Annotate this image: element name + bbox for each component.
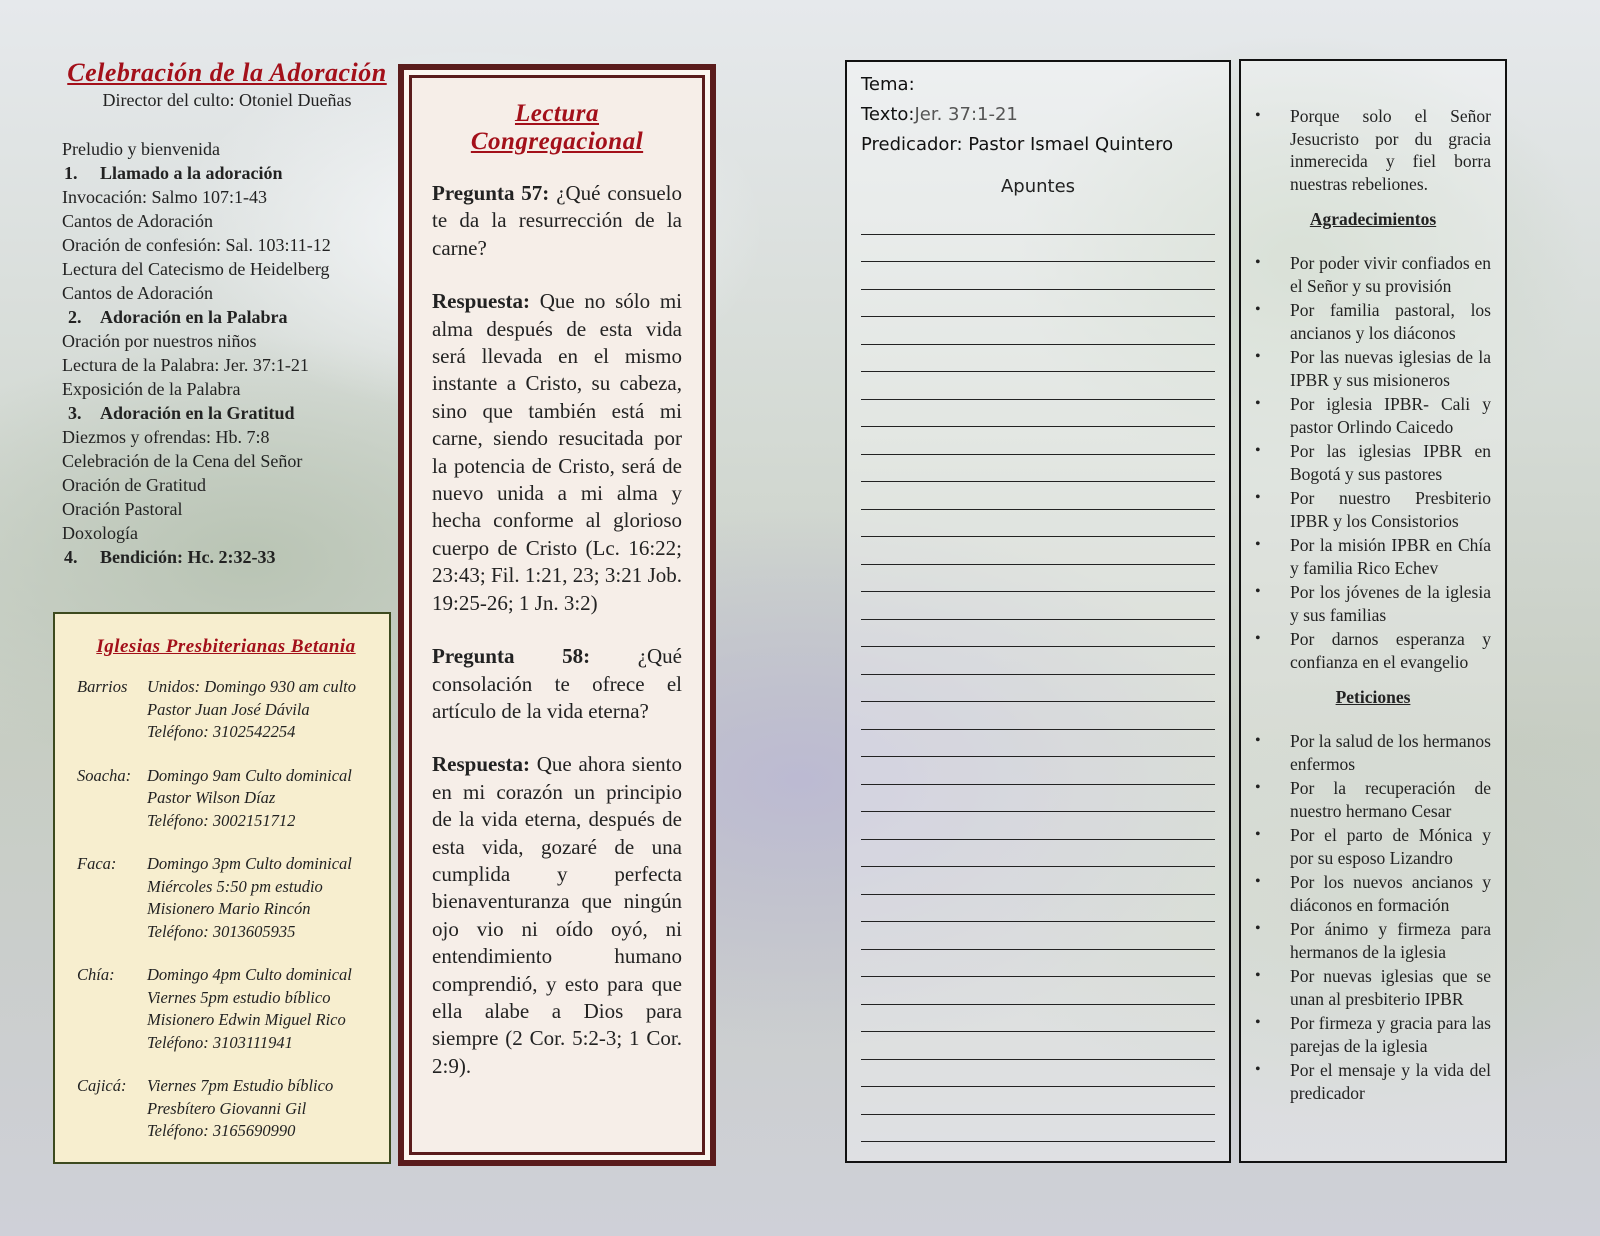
note-line [861, 950, 1215, 978]
worship-line: Doxología [62, 523, 138, 543]
worship-line: Cantos de Adoración [62, 283, 213, 303]
church-detail-line: Miércoles 5:50 pm estudio [147, 876, 323, 896]
church-place: Soacha: [77, 765, 132, 785]
prayer-item: • Por el mensaje y la vida del predicador [1255, 1060, 1491, 1103]
prelude: Preludio y bienvenida [62, 139, 220, 159]
worship-line: Lectura de la Palabra: Jer. 37:1-21 [62, 355, 309, 375]
worship-line: Oración por nuestros niños [62, 331, 257, 351]
note-line [861, 427, 1215, 455]
bullet-icon: • [1255, 826, 1261, 843]
worship-title: Celebración de la Adoración [67, 58, 387, 87]
prayer-item: • Por la recuperación de nuestro hermano Cesar [1255, 778, 1491, 821]
note-line [861, 1087, 1215, 1115]
prayer-item: • Por nuevas iglesias que se unan al presbiterio IPBR [1255, 966, 1491, 1009]
worship-line: Cantos de Adoración [62, 211, 213, 231]
question-58: Pregunta 58: ¿Qué consolación te ofrece el artículo de la vida eterna? [432, 644, 682, 723]
note-line [861, 565, 1215, 593]
prayer-item: • Por los nuevos ancianos y diáconos en formación [1255, 872, 1491, 915]
note-line [861, 1005, 1215, 1033]
thanks-list [1255, 252, 1491, 673]
prayer-item: • Por darnos esperanza y confianza en el evangelio [1255, 629, 1491, 672]
bullet-icon: • [1255, 442, 1261, 459]
note-line [861, 317, 1215, 345]
bullet-icon: • [1255, 348, 1261, 365]
predicador-row: Predicador: Pastor Ismael Quintero [861, 134, 1174, 155]
bullet-icon: • [1255, 920, 1261, 937]
answer-57: Respuesta: Que no sólo mi alma después de esta vida será llevada en el mismo instante a Cristo, su cabeza, sino que también está mi carne, siendo resucitada por la potencia de Cristo, será de nuevo unida a mi alma y hecha conforme al glorioso cuerpo de Cristo (Lc. 16:22; 23:43; Fil. 1:21, 23; 3:21 Job. 19:25-26; 1 Jn. 3:2) [432, 289, 683, 615]
note-lines [861, 207, 1215, 1142]
worship-line: Exposición de la Palabra [62, 379, 241, 399]
worship-director: Director del culto: Otoniel Dueñas [102, 90, 352, 110]
note-line [861, 455, 1215, 483]
prayer-item: • Por las nuevas iglesias de la IPBR y sus misioneros [1255, 347, 1491, 390]
note-line [861, 207, 1215, 235]
prayer-item: • Por nuestro Presbiterio IPBR y los Consistorios [1255, 488, 1491, 531]
church-entry [77, 1075, 375, 1143]
section-4: 4. Bendición: Hc. 2:32-33 [64, 547, 276, 567]
church-detail-line: Unidos: Domingo 930 am culto [147, 677, 356, 696]
church-detail-line: Teléfono: 3165690990 [147, 1121, 296, 1140]
bullet-icon: • [1255, 301, 1261, 318]
section-1-items [62, 185, 392, 305]
answer-58: Respuesta: Que ahora siento en mi corazón un principio de la vida eterna, después de esta vida, gozaré de una cumplida y perfecta bienaventuranza que ningún ojo vio ni oído oyó, ni entendimiento humano comprendió, y esto para que ella alabe a Dios para siempre (2 Cor. 5:2-3; 1 Cor. 2:9). [432, 752, 682, 1078]
bullet-icon: • [1255, 254, 1261, 271]
intro-list [1255, 105, 1491, 195]
note-line [861, 1060, 1215, 1088]
note-line [861, 675, 1215, 703]
note-line [861, 1032, 1215, 1060]
note-line [861, 922, 1215, 950]
prayer-item: • Porque solo el Señor Jesucristo por du gracia inmerecida y fiel borra nuestras rebeliones. [1255, 106, 1491, 194]
worship-line: Celebración de la Cena del Señor [62, 451, 303, 471]
prayer-item: • Por el parto de Mónica y por su esposo Lizandro [1255, 825, 1491, 868]
church-detail-line: Teléfono: 3002151712 [147, 810, 296, 830]
church-detail-line: Teléfono: 3013605935 [147, 921, 296, 941]
note-line [861, 537, 1215, 565]
bullet-icon: • [1255, 873, 1261, 890]
note-line [861, 400, 1215, 428]
worship-line: Diezmos y ofrendas: Hb. 7:8 [62, 427, 270, 447]
prayer-item: • Por familia pastoral, los ancianos y los diáconos [1255, 300, 1491, 343]
tema-row: Tema: [861, 74, 915, 95]
bullet-icon: • [1255, 1014, 1261, 1031]
church-place: Faca: [77, 854, 117, 873]
church-entry [77, 853, 375, 943]
prayer-item: • Por iglesia IPBR- Cali y pastor Orlindo Caicedo [1255, 394, 1491, 437]
bullet-icon: • [1255, 395, 1261, 412]
church-place: Barrios [77, 677, 128, 696]
note-line [861, 757, 1215, 785]
section-2-items [62, 329, 392, 401]
note-line [861, 840, 1215, 868]
note-line [861, 262, 1215, 290]
sermon-notes [845, 60, 1231, 1163]
note-line [861, 812, 1215, 840]
prayer-item: • Por las iglesias IPBR en Bogotá y sus pastores [1255, 441, 1491, 484]
note-line [861, 1115, 1215, 1143]
prayer-item: • Por firmeza y gracia para las parejas de la iglesia [1255, 1013, 1491, 1056]
apuntes-heading: Apuntes [1000, 176, 1076, 197]
reading-title: Lectura Congregacional [470, 100, 644, 155]
note-line [861, 895, 1215, 923]
note-line [861, 730, 1215, 758]
church-detail-line: Domingo 4pm Culto dominical [147, 965, 352, 984]
note-line [861, 867, 1215, 895]
prayer-item: • Por ánimo y firmeza para hermanos de la iglesia [1255, 919, 1491, 962]
bullet-icon: • [1255, 536, 1261, 553]
question-57: Pregunta 57: ¿Qué consuelo te da la resurrección de la carne? [432, 181, 683, 260]
texto-row: Texto:Jer. 37:1-21 [861, 104, 1018, 125]
section-3-items [62, 425, 392, 545]
church-detail-line: Viernes 7pm Estudio bíblico [147, 1076, 334, 1095]
church-list [77, 676, 375, 1143]
prayer-item: • Por la misión IPBR en Chía y familia Rico Echev [1255, 535, 1491, 578]
congregational-reading [398, 64, 716, 1166]
church-entry [77, 676, 375, 744]
requests-list [1255, 730, 1491, 1104]
bullet-icon: • [1255, 779, 1261, 796]
church-place: Chía: [77, 965, 115, 984]
bullet-icon: • [1255, 732, 1261, 749]
note-line [861, 372, 1215, 400]
prayer-item: • Por poder vivir confiados en el Señor y su provisión [1255, 253, 1491, 296]
bullet-icon: • [1255, 630, 1261, 647]
note-line [861, 345, 1215, 373]
note-line [861, 620, 1215, 648]
section-3: 3. Adoración en la Gratitud [68, 403, 295, 423]
prayer-item: • Por los jóvenes de la iglesia y sus familias [1255, 582, 1491, 625]
note-line [861, 592, 1215, 620]
bullet-icon: • [1255, 107, 1261, 124]
worship-line: Lectura del Catecismo de Heidelberg [62, 259, 330, 279]
note-line [861, 482, 1215, 510]
church-detail-line: Pastor Juan José Dávila [147, 699, 310, 719]
church-entry [77, 765, 375, 833]
section-2: 2. Adoración en la Palabra [68, 307, 288, 327]
note-line [861, 290, 1215, 318]
note-line [861, 510, 1215, 538]
church-detail-line: Domingo 9am Culto dominical [147, 765, 352, 785]
churches-title: Iglesias Presbiterianas Betania [96, 636, 356, 657]
bullet-icon: • [1255, 967, 1261, 984]
church-detail-line: Viernes 5pm estudio bíblico [147, 987, 331, 1007]
church-detail-line: Teléfono: 3102542254 [147, 722, 296, 741]
worship-line: Invocación: Salmo 107:1-43 [62, 187, 267, 207]
church-detail-line: Misionero Mario Rincón [147, 899, 311, 918]
bullet-icon: • [1255, 489, 1261, 506]
worship-line: Oración de Gratitud [62, 475, 206, 495]
requests-heading: Peticiones [1335, 687, 1411, 707]
prayer-list [1239, 59, 1507, 1163]
note-line [861, 647, 1215, 675]
churches-box [53, 612, 391, 1164]
church-detail-line: Pastor Wilson Díaz [147, 788, 276, 807]
church-place: Cajicá: [77, 1076, 127, 1095]
church-detail-line: Domingo 3pm Culto dominical [147, 854, 352, 873]
note-line [861, 977, 1215, 1005]
church-detail-line: Misionero Edwin Miguel Rico [147, 1010, 346, 1029]
note-line [861, 235, 1215, 263]
worship-order [62, 58, 392, 569]
church-entry [77, 964, 375, 1054]
church-detail-line: Teléfono: 3103111941 [147, 1032, 293, 1052]
prayer-item: • Por la salud de los hermanos enfermos [1255, 731, 1491, 774]
bullet-icon: • [1255, 583, 1261, 600]
church-detail-line: Presbítero Giovanni Gil [147, 1098, 307, 1118]
note-line [861, 785, 1215, 813]
thanks-heading: Agradecimientos [1309, 209, 1437, 229]
bullet-icon: • [1255, 1061, 1261, 1078]
note-line [861, 702, 1215, 730]
worship-line: Oración Pastoral [62, 499, 183, 519]
section-1: 1. Llamado a la adoración [64, 163, 283, 183]
worship-line: Oración de confesión: Sal. 103:11-12 [62, 235, 331, 255]
